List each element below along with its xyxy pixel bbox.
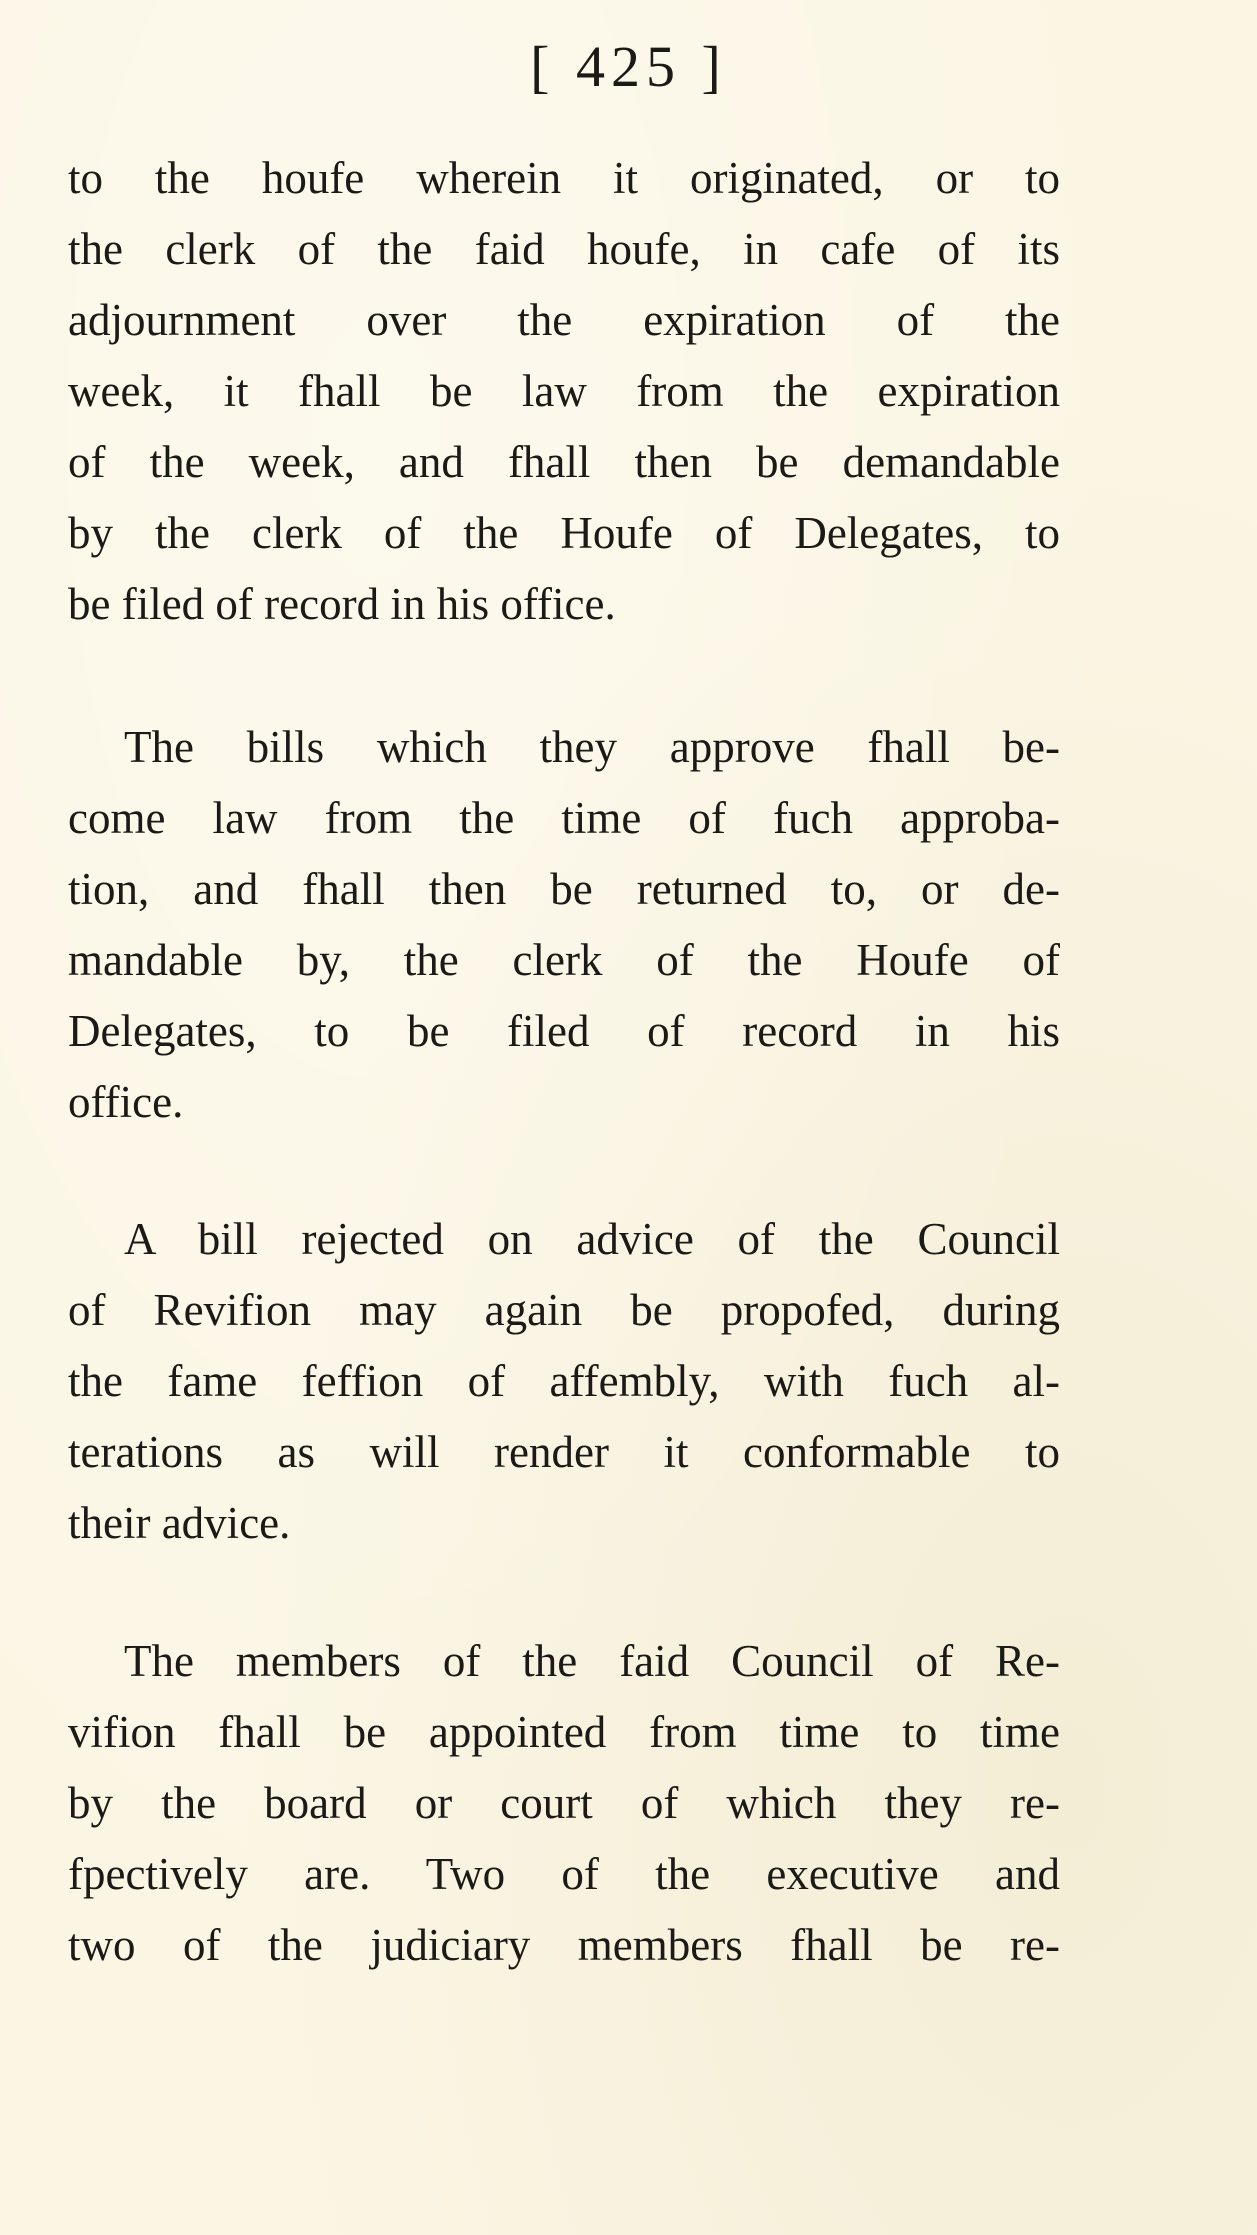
text-line: week, it fhall be law from the expiration [68,366,1060,416]
text-line: of the week, and fhall then be demandable [68,437,1060,487]
text-line: be filed of record in his office. [68,579,616,629]
page-number-header: [ 425 ] [530,34,727,99]
text-line: mandable by, the clerk of the Houfe of [68,935,1060,985]
text-line: vifion fhall be appointed from time to time [68,1707,1060,1757]
text-line: The bills which they approve fhall be- [124,722,1060,772]
paragraph-2 [68,712,1060,1138]
paragraph-4 [68,1626,1060,1981]
text-line: The members of the faid Council of Re- [124,1636,1060,1686]
text-line: two of the judiciary members fhall be re- [68,1920,1060,1970]
text-line: tion, and fhall then be returned to, or de- [68,864,1060,914]
paragraph-3 [68,1204,1060,1559]
text-line: their advice. [68,1498,291,1548]
text-line: the fame feffion of affembly, with fuch al- [68,1356,1060,1406]
text-line: of Revifion may again be propofed, during [68,1285,1060,1335]
text-line: terations as will render it conformable to [68,1427,1060,1477]
text-line: to the houfe wherein it originated, or to [68,153,1060,203]
text-line: office. [68,1077,184,1127]
text-line: fpectively are. Two of the executive and [68,1849,1060,1899]
paragraph-1 [68,143,1060,640]
text-line: come law from the time of fuch approba- [68,793,1060,843]
text-line: by the board or court of which they re- [68,1778,1060,1828]
text-line: adjournment over the expiration of the [68,295,1060,345]
text-line: A bill rejected on advice of the Council [124,1214,1060,1264]
text-line: Delegates, to be filed of record in his [68,1006,1060,1056]
text-line: the clerk of the faid houfe, in cafe of its [68,224,1060,274]
text-line: by the clerk of the Houfe of Delegates, to [68,508,1060,558]
